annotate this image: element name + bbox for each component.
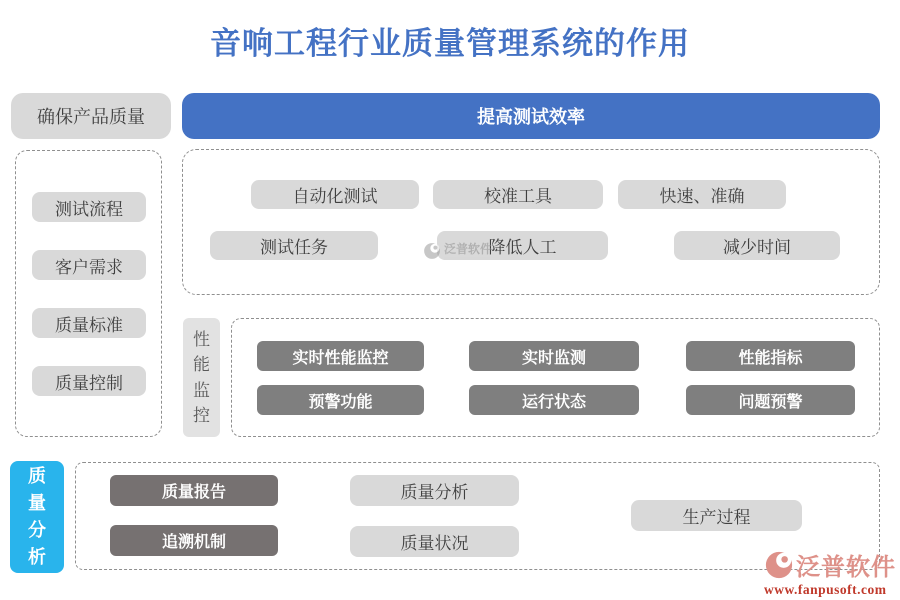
panel-item-performance-indicators: 性能指标 [686,341,855,371]
panel-item-realtime-performance-monitoring: 实时性能监控 [257,341,424,371]
panel-item-calibration-tools: 校准工具 [433,180,603,209]
panel-item-reduce-time: 减少时间 [674,231,840,260]
panel-item-reduce-labor: 降低人工 [437,231,608,260]
panel-item-quality-report: 质量报告 [110,475,278,506]
quality-assurance-panel [15,150,162,437]
brand-swirl-icon [764,550,794,580]
panel-item-realtime-monitoring: 实时监测 [469,341,639,371]
page-title: 音响工程行业质量管理系统的作用 [210,26,690,61]
brand-name: 泛普软件 [796,554,896,581]
brand-website: www.fanpusoft.com [764,582,887,597]
ensure-product-quality-label: 确保产品质量 [11,93,171,139]
panel-item-quality-standard: 质量标准 [32,308,146,338]
improve-test-efficiency-header: 提高测试效率 [182,93,880,139]
panel-item-customer-demand: 客户需求 [32,250,146,280]
panel-item-quality-control: 质量控制 [32,366,146,396]
panel-item-traceability-mechanism: 追溯机制 [110,525,278,556]
test-efficiency-panel [182,149,880,295]
panel-item-problem-warning: 问题预警 [686,385,855,415]
panel-item-automated-testing: 自动化测试 [251,180,419,209]
panel-item-fast-accurate: 快速、准确 [618,180,786,209]
panel-item-warning-function: 预警功能 [257,385,424,415]
panel-item-production-process: 生产过程 [631,500,802,531]
panel-item-test-tasks: 测试任务 [210,231,378,260]
panel-item-running-status: 运行状态 [469,385,639,415]
quality-analysis-panel [75,462,880,570]
quality-analysis-label: 质量分析 [10,461,64,573]
performance-monitoring-panel [231,318,880,437]
brand-logo [764,547,896,598]
performance-monitoring-label: 性能监控 [183,318,220,437]
panel-item-quality-status: 质量状况 [350,526,519,557]
watermark-text: 泛普软件 [444,242,493,256]
panel-item-test-process: 测试流程 [32,192,146,222]
panel-item-quality-analysis: 质量分析 [350,475,519,506]
